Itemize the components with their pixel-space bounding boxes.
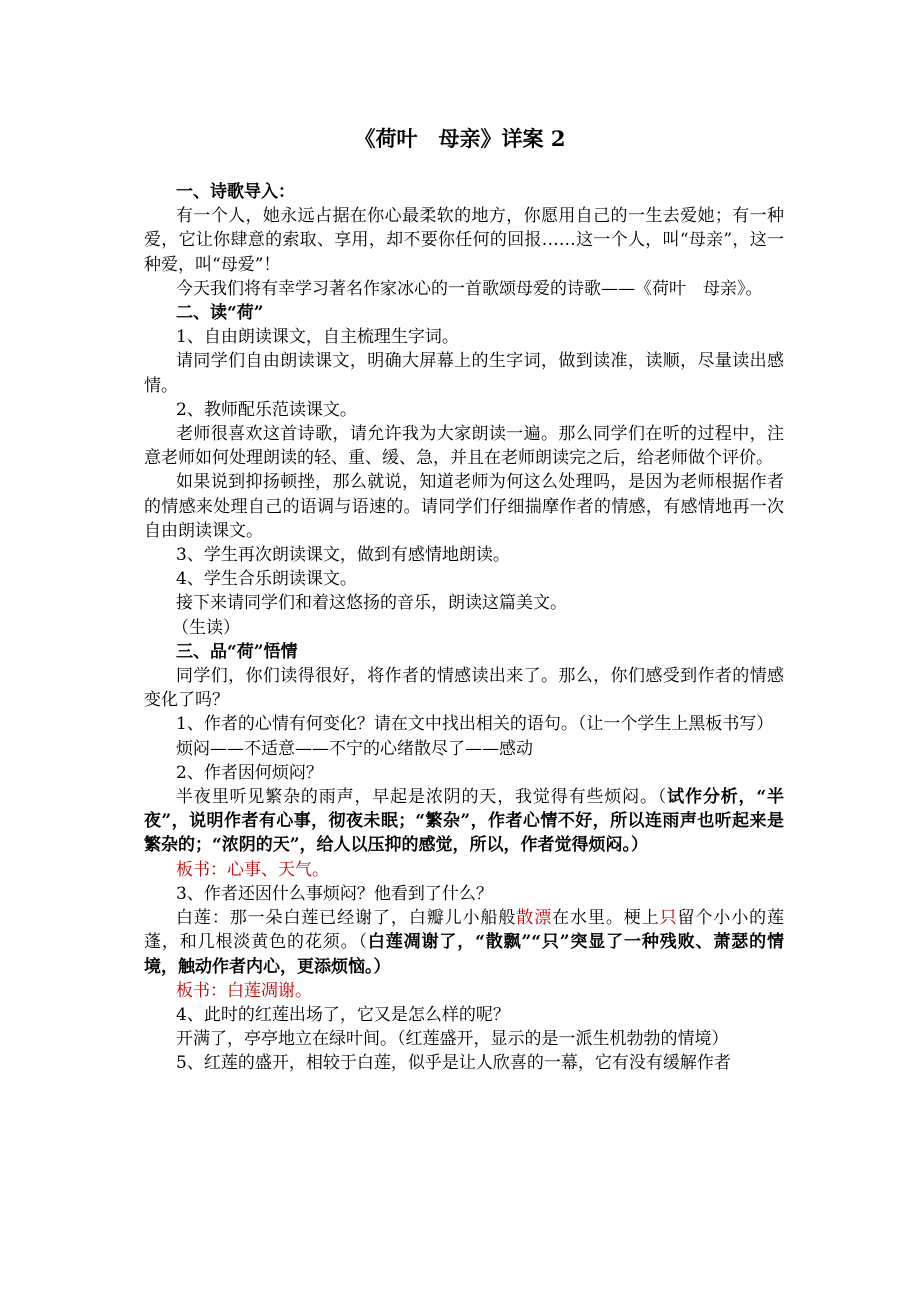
analysis-paragraph (144, 785, 784, 858)
paragraph: 开满了，亭亭地立在绿叶间。（红莲盛开，显示的是一派生机勃勃的情境） (176, 1029, 729, 1050)
paragraph: 同学们，你们读得很好，将作者的情感读出来了。那么，你们感受到作者的情感变化了吗？ (144, 666, 784, 711)
list-item: 1、作者的心情有何变化？请在文中找出相关的语句。（让一个学生上黑板书写） (176, 714, 774, 735)
list-item: 4、学生合乐朗读课文。 (176, 569, 357, 590)
list-item: 5、红莲的盛开，相较于白莲，似乎是让人欣喜的一幕，它有没有缓解作者 (176, 1053, 731, 1074)
paragraph: 如果说到抑扬顿挫，那么就说，知道老师为何这么处理吗，是因为老师根据作者的情感来处理自己的语调与语速的。请同学们仔细揣摩作者的情感，有感情地再一次自由朗读课文。 (144, 472, 784, 541)
board-note: 板书：心事、天气。 (176, 859, 329, 880)
paragraph: 请同学们自由朗读课文，明确大屏幕上的生字词，做到读准，读顺，尽量读出感情。 (144, 351, 784, 396)
paragraph: 老师很喜欢这首诗歌，请允许我为大家朗读一遍。那么同学们在听的过程中，注意老师如何处理朗读的轻、重、缓、急，并且在老师朗读完之后，给老师做个评价。 (144, 424, 784, 469)
list-item: 3、学生再次朗读课文，做到有感情地朗读。 (176, 545, 510, 566)
paragraph-text: 在水里。梗上 (552, 908, 660, 929)
document-body (144, 180, 784, 1076)
section-heading: 三、品“荷”悟情 (176, 641, 298, 662)
paragraph: （生读） (172, 617, 240, 638)
analysis-text: 白莲凋谢了，“散飘”“只”突显了一种残败、萧瑟的情境，触动作者内心，更添烦恼。） (144, 932, 785, 977)
paragraph: 烦闷——不适意——不宁的心绪散尽了——感动 (176, 738, 533, 759)
board-note: 板书：白莲凋谢。 (176, 980, 312, 1001)
analysis-text: 试作分析，“半夜”，说明作者有心事，彻夜未眠；“繁杂”，作者心情不好，所以连雨声也听起来是繁杂的；“浓阴的天”，给人以压抑的感觉，所以，作者觉得烦闷。） (144, 787, 785, 856)
paragraph: 有一个人，她永远占据在你心最柔软的地方，你愿用自己的一生去爱她；有一种爱，它让你肆意的索取、享用，却不要你任何的回报……这一个人，叫“母亲”，这一种爱，叫“母爱”！ (144, 206, 784, 275)
analysis-paragraph (144, 906, 784, 979)
section-heading: 二、读“荷” (176, 303, 264, 324)
list-item: 2、作者因何烦闷？ (176, 762, 323, 783)
paragraph: 接下来请同学们和着这悠扬的音乐，朗读这篇美文。 (176, 593, 567, 614)
document-title: 《荷叶 母亲》详案 2 (354, 126, 566, 151)
paragraph-text: 留个小小的莲蓬，和几根淡黄色的花须。（ (144, 908, 785, 953)
paragraph-text: 白莲：那一朵白莲已经谢了，白瓣儿小船般 (176, 908, 517, 929)
paragraph-text: 半夜里听见繁杂的雨声，早起是浓阴的天，我觉得有些烦闷。（ (176, 787, 668, 808)
highlight-word: 散漂 (516, 908, 553, 929)
list-item: 3、作者还因什么事烦闷？他看到了什么？ (176, 883, 493, 904)
list-item: 2、教师配乐范读课文。 (176, 399, 357, 420)
section-heading: 一、诗歌导入： (176, 182, 295, 202)
list-item: 1、自由朗读课文，自主梳理生字词。 (176, 327, 459, 348)
paragraph: 今天我们将有幸学习著名作家冰心的一首歌颂母爱的诗歌——《荷叶 母亲》。 (176, 278, 763, 299)
list-item: 4、此时的红莲出场了，它又是怎么样的呢？ (176, 1004, 510, 1025)
highlight-word: 只 (659, 908, 678, 929)
